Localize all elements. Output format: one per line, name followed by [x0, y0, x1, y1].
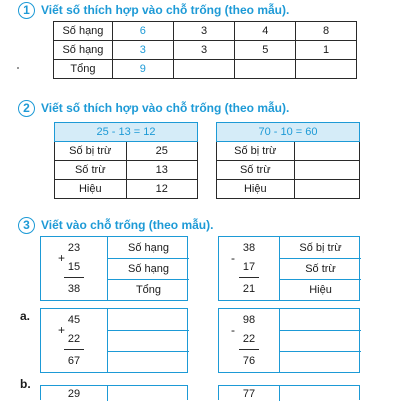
row-label: Số hạng — [54, 22, 113, 41]
table-row — [55, 161, 198, 180]
subtraction-table-sample — [54, 122, 198, 199]
vertical-calc-sample-addition — [40, 236, 188, 301]
calc-result: 38 — [67, 283, 81, 295]
table-row — [54, 60, 357, 79]
calc-number: 17 — [242, 261, 256, 273]
calc-number: 22 — [242, 333, 256, 345]
term-label: Số hạng — [108, 258, 189, 280]
table-row — [55, 180, 198, 199]
table-cell: 1 — [296, 41, 357, 60]
example-cell: 6 — [112, 22, 173, 41]
answer-cell[interactable] — [235, 60, 296, 79]
answer-cell[interactable] — [296, 60, 357, 79]
plus-sign: + — [58, 251, 66, 265]
row-label: Hiệu — [217, 180, 295, 199]
calc-number: 45 — [67, 314, 81, 326]
answer-cell[interactable] — [294, 161, 359, 180]
answer-label-cell[interactable] — [280, 309, 361, 331]
answer-label-cell[interactable] — [108, 330, 189, 352]
exercise-number-badge: 1 — [18, 2, 35, 19]
example-cell: 9 — [112, 60, 173, 79]
calc-number: 77 — [242, 388, 256, 400]
exercise-2-title — [18, 98, 289, 118]
table-cell: 12 — [126, 180, 197, 199]
calc-result: 76 — [242, 355, 256, 367]
label-column — [279, 237, 361, 300]
row-label: Tổng — [54, 60, 113, 79]
table-row — [54, 41, 357, 60]
answer-cell[interactable] — [294, 180, 359, 199]
table-cell: 3 — [173, 41, 235, 60]
sum-table — [53, 21, 357, 79]
term-label: Hiệu — [309, 283, 332, 296]
calc-rule — [64, 349, 84, 350]
exercise-instruction: Viết vào chỗ trống (theo mẫu). — [41, 218, 214, 232]
label-column — [279, 386, 361, 401]
row-label: Số trừ — [55, 161, 127, 180]
exercise-3-title — [18, 215, 213, 235]
calc-number: 98 — [242, 314, 256, 326]
answer-label-cell[interactable] — [280, 351, 361, 372]
calc-result: 67 — [67, 355, 81, 367]
equation-header: 25 - 13 = 12 — [55, 123, 198, 142]
row-label: Số hạng — [54, 41, 113, 60]
subexercise-letter-a: a. — [20, 309, 31, 323]
calc-result: 21 — [242, 283, 256, 295]
label-column — [107, 386, 189, 401]
example-cell: 3 — [112, 41, 173, 60]
vertical-calc-sample-subtraction — [218, 236, 360, 301]
table-row — [217, 142, 360, 161]
table-cell: 13 — [126, 161, 197, 180]
label-column — [279, 309, 361, 372]
table-row — [217, 180, 360, 199]
calc-number: 29 — [67, 388, 81, 400]
term-label: Số bị trừ — [280, 237, 361, 259]
exercise-instruction: Viết số thích hợp vào chỗ trống (theo mẫu). — [41, 101, 290, 115]
subtraction-table-exercise — [216, 122, 360, 199]
row-label: Số bị trừ — [55, 142, 127, 161]
calc-rule — [239, 349, 259, 350]
vertical-calc-b-right — [218, 385, 360, 400]
equation-header: 70 - 10 = 60 — [217, 123, 360, 142]
table-cell: 4 — [235, 22, 296, 41]
calc-number: 22 — [67, 333, 81, 345]
minus-sign: - — [231, 323, 235, 337]
vertical-calc-b-left — [40, 385, 188, 400]
row-label: Hiệu — [55, 180, 127, 199]
calc-rule — [64, 277, 84, 278]
vertical-calc-a-subtraction — [218, 308, 360, 373]
exercise-instruction: Viết số thích hợp vào chỗ trống (theo mẫu). — [41, 3, 290, 17]
subexercise-letter-b: b. — [20, 377, 31, 391]
answer-label-cell[interactable] — [108, 309, 189, 331]
plus-sign: + — [58, 323, 66, 337]
minus-sign: - — [231, 251, 235, 265]
answer-cell[interactable] — [173, 60, 235, 79]
table-cell: 5 — [235, 41, 296, 60]
vertical-calc-a-addition — [40, 308, 188, 373]
calc-number: 15 — [67, 261, 81, 273]
table-row — [217, 161, 360, 180]
row-label: Số bị trừ — [217, 142, 295, 161]
row-label: Số trừ — [217, 161, 295, 180]
label-column — [107, 309, 189, 372]
table-row — [55, 142, 198, 161]
term-label: Tổng — [135, 283, 162, 296]
exercise-number-badge: 3 — [18, 217, 35, 234]
exercise-number-badge: 2 — [18, 100, 35, 117]
table-cell: 25 — [126, 142, 197, 161]
term-label: Số hạng — [108, 237, 189, 259]
label-column — [107, 237, 189, 300]
exercise-1-title — [18, 0, 289, 20]
table-row — [54, 22, 357, 41]
term-label: Số trừ — [280, 258, 361, 280]
answer-label-cell[interactable] — [280, 330, 361, 352]
table-cell: 8 — [296, 22, 357, 41]
calc-number: 38 — [242, 242, 256, 254]
answer-label-cell[interactable] — [108, 351, 189, 372]
table-cell: 3 — [173, 22, 235, 41]
calc-rule — [239, 277, 259, 278]
stray-dot — [17, 67, 19, 69]
answer-cell[interactable] — [294, 142, 359, 161]
calc-number: 23 — [67, 242, 81, 254]
